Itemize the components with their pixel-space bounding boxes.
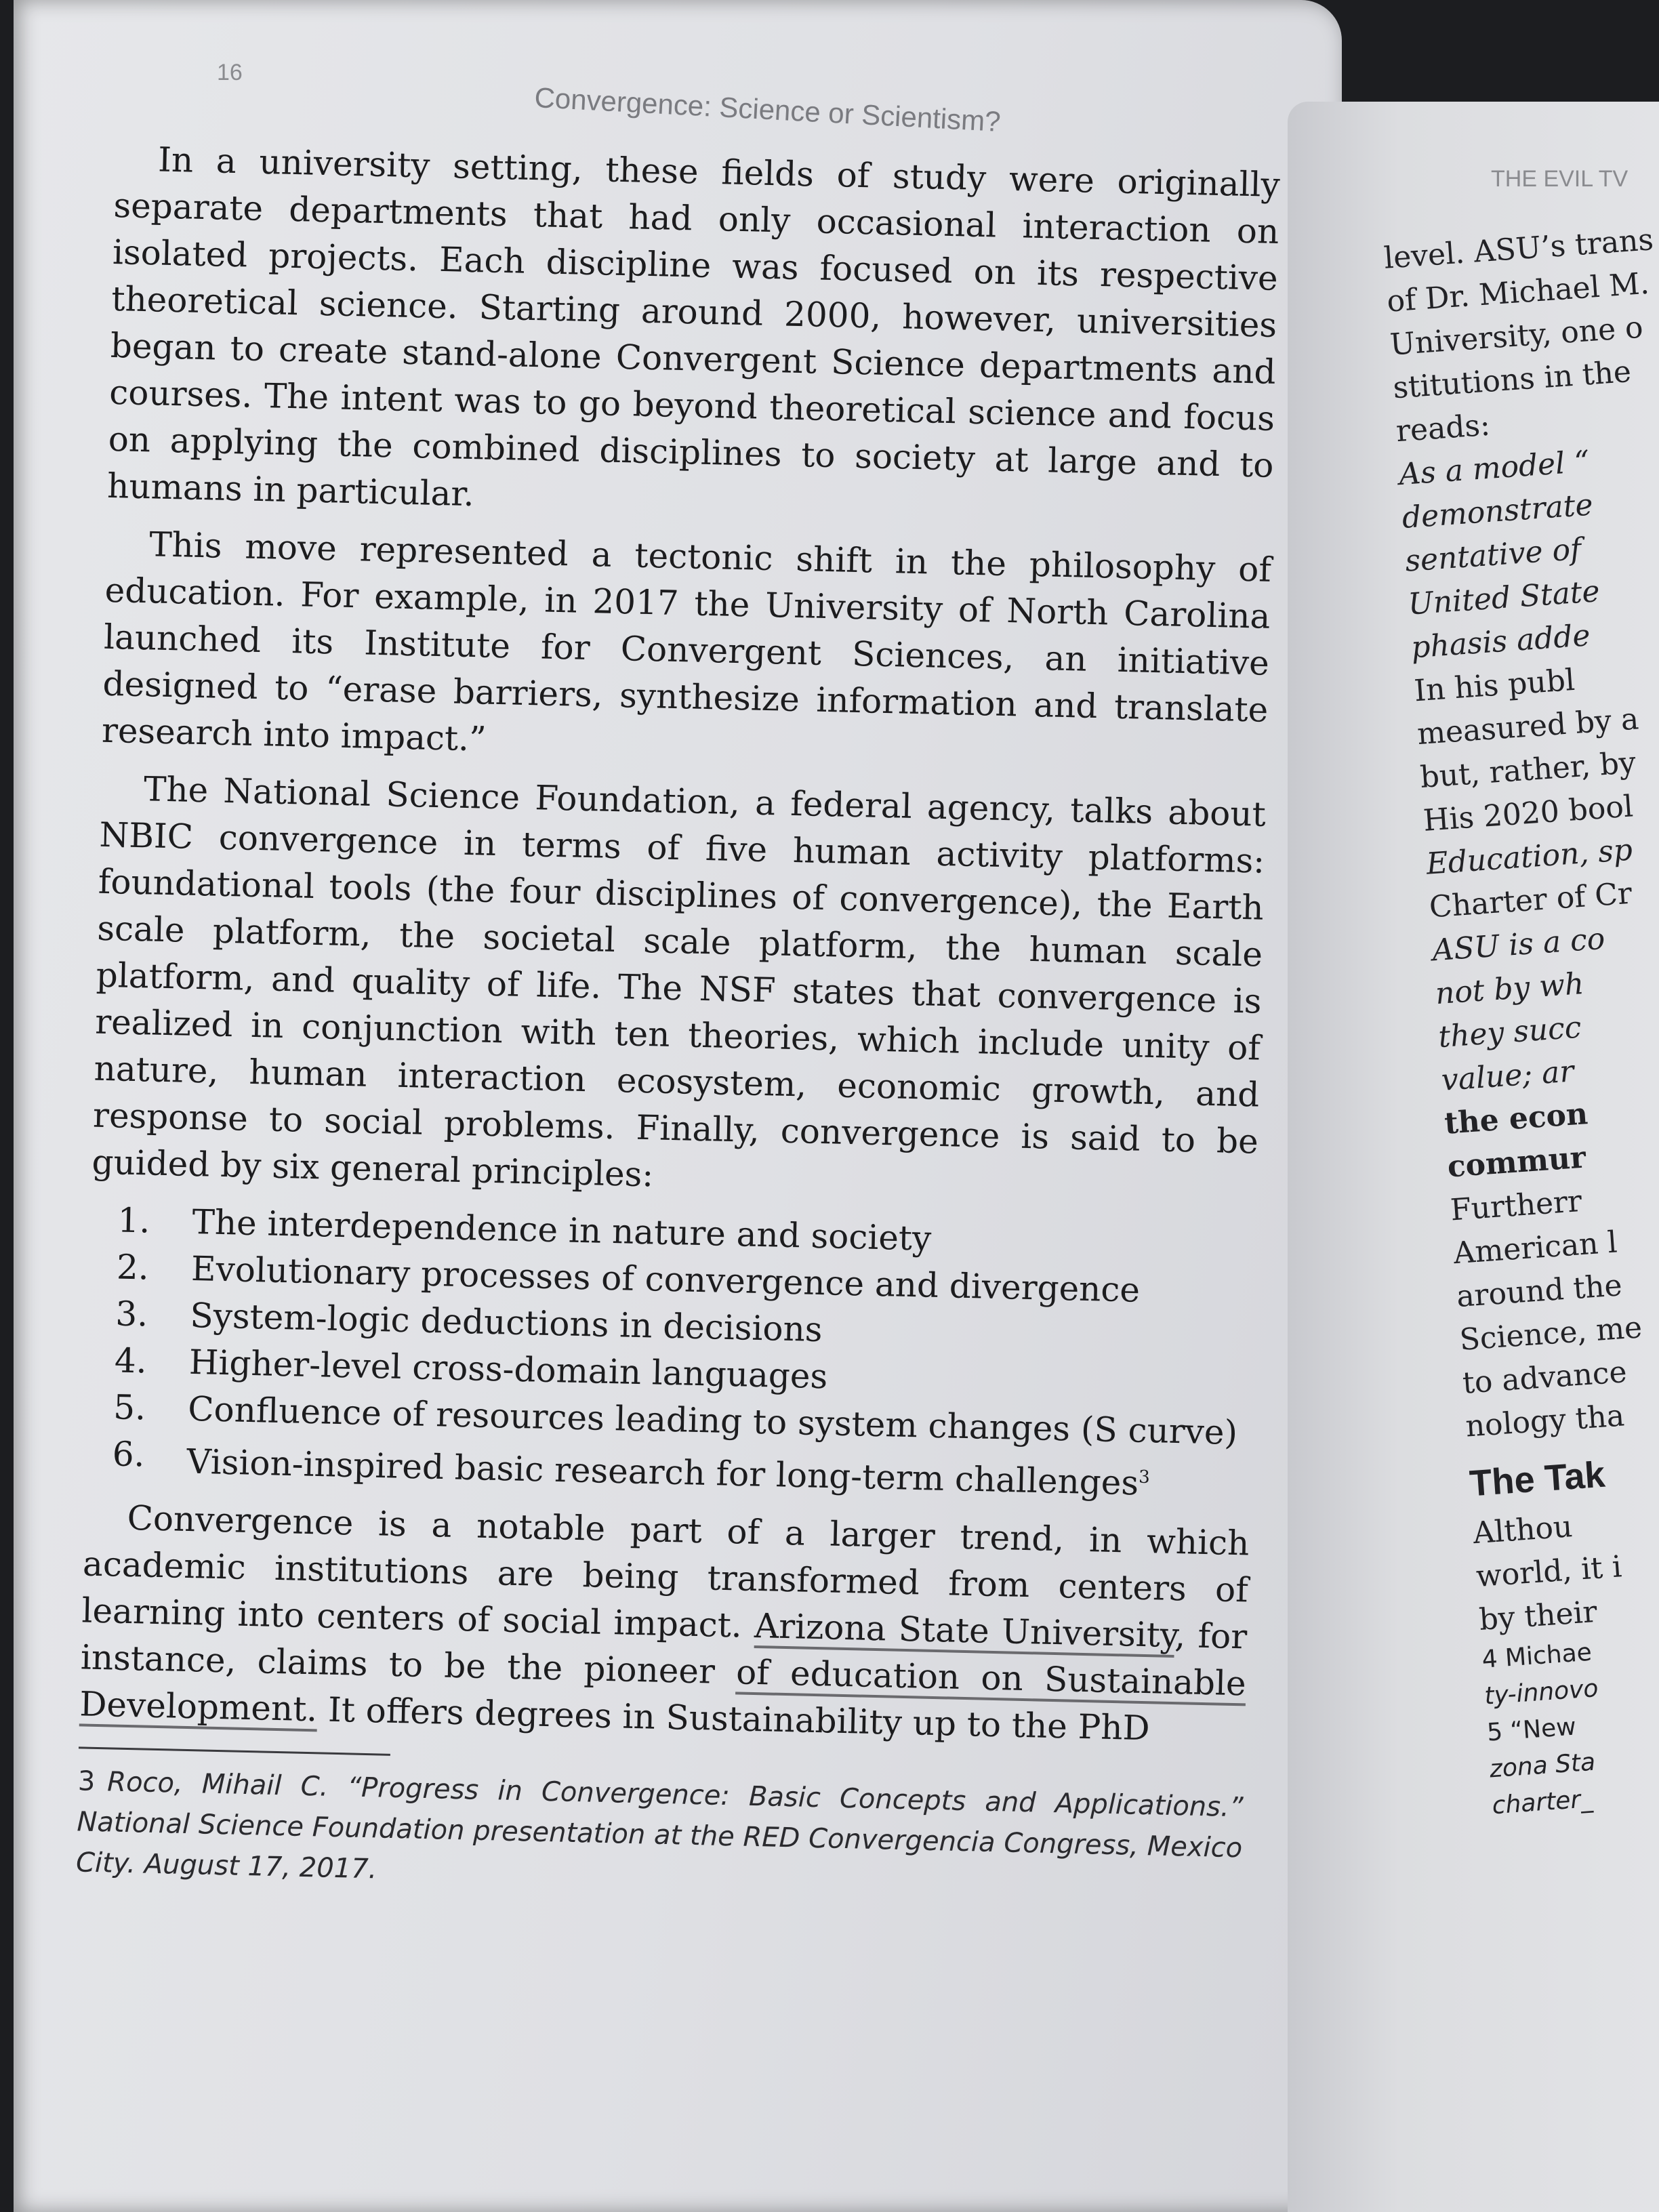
list-text: The interdependence in nature and society [192, 1202, 932, 1258]
footnote-number: 3 [77, 1765, 96, 1797]
principles-list [112, 1197, 1256, 1510]
right-page-line: around the [1455, 1268, 1624, 1315]
right-page-line: stitutions in the [1391, 354, 1633, 406]
right-page-line: 4 Michae [1481, 1638, 1593, 1674]
right-page-line: zona Sta [1488, 1748, 1597, 1784]
body-text [75, 136, 1280, 1920]
footnote-ref: 3 [1138, 1467, 1151, 1488]
right-page-line: measured by a [1416, 701, 1640, 752]
right-page-line: demonstrate [1401, 487, 1595, 535]
right-page-line: of Dr. Michael M. [1385, 266, 1651, 319]
right-page-line: Science, me [1458, 1310, 1643, 1357]
list-text: Higher-level cross-domain languages [188, 1342, 828, 1397]
right-page-line: United State [1407, 573, 1601, 622]
right-page-line: nology tha [1464, 1398, 1626, 1444]
list-number: 3. [115, 1294, 148, 1334]
list-text: Confluence of resources leading to system changes (S curve) [187, 1389, 1238, 1453]
paragraph: In a university setting, these fields of study were originally separate departments that had only occasional interaction on isolated projects. Each discipline was focused on its respective theoretical science. Starting around 2000, however, universities began to create stand-alone Convergent Science departments and courses. The intent was to go beyond theoretical science and focus on applying the combined disciplines to society at large and to humans in particular. [106, 140, 1281, 514]
right-page-line: ASU is a co [1431, 921, 1606, 968]
right-page-line: level. ASU’s trans [1382, 222, 1655, 276]
right-page-line: not by wh [1434, 966, 1585, 1012]
underlined-text: of education on Sustainable Development. [79, 1652, 1247, 1732]
list-number: 1. [117, 1200, 151, 1241]
right-page-line: sentative of [1404, 531, 1582, 579]
right-page-line: University, one o [1389, 310, 1645, 363]
list-number: 5. [112, 1387, 146, 1428]
paragraph: The National Science Foundation, a federal agency, talks about NBIC convergence in terms of five human activity platforms: foundational tools (the four disciplines of convergence), the Earth scale platform, the societal scale platform, the human scale platform, and quality of life. The NSF states that convergence is realized in conjunction with ten theories, which include unity of nature, human interaction ecosystem, economic growth, and response to social problems. Finally, convergence is said to be guided by six general principles: [91, 769, 1267, 1195]
paragraph: This move represented a tectonic shift in the philosophy of education. For example, in 2017 the University of North Carolina launched its Institute for Convergent Sciences, an initiative designed to “erase barriers, synthesize information and translate research into impact.” [101, 525, 1272, 759]
list-text-content: Vision-inspired basic research for long-term challenges [186, 1441, 1139, 1503]
list-number: 4. [114, 1340, 148, 1381]
right-page-line: ty-innovo [1483, 1675, 1599, 1711]
right-page-line: In his publ [1413, 662, 1576, 709]
right-page-line: 5 “New [1486, 1713, 1577, 1747]
right-page-line: charter_ [1491, 1785, 1594, 1820]
right-page-line: reads: [1395, 407, 1492, 449]
closing-text: It offers degrees in Sustainability up to the PhD [316, 1689, 1151, 1748]
list-text: System-logic deductions in decisions [189, 1295, 823, 1350]
right-page-line: but, rather, by [1418, 745, 1637, 795]
right-running-head: THE EVIL TV [1491, 166, 1629, 192]
left-page [14, 0, 1342, 2212]
closing-text: , for instance, claims to be the pioneer [80, 1615, 1248, 1692]
running-head: Convergence: Science or Scientism? [533, 81, 1002, 138]
closing-text: Convergence is a notable part of a larger trend, in which academic institutions are being transformed from centers of learning into centers of social impact. [81, 1498, 1250, 1645]
right-page-line: commur [1446, 1140, 1587, 1185]
right-page-line: the econ [1443, 1097, 1589, 1141]
right-page-line: they succ [1437, 1010, 1582, 1055]
page-number: 16 [217, 60, 243, 85]
right-page [1288, 102, 1659, 2212]
right-page-line: As a model “ [1397, 444, 1591, 493]
list-text: Evolutionary processes of convergence and divergence [190, 1248, 1141, 1310]
right-page-line: phasis adde [1410, 618, 1592, 665]
list-number: 2. [116, 1247, 150, 1288]
footnote [75, 1761, 1244, 1909]
right-page-line: Furtherr [1449, 1184, 1583, 1228]
right-page-line: Education, sp [1425, 832, 1634, 882]
right-page-line: world, it i [1475, 1549, 1623, 1595]
right-page-line: by their [1477, 1594, 1599, 1637]
right-page-line: Althou [1471, 1509, 1574, 1551]
right-page-line: The Tak [1468, 1454, 1607, 1504]
right-page-line: value; ar [1440, 1054, 1575, 1098]
list-number: 6. [112, 1434, 146, 1475]
right-page-line: Charter of Cr [1428, 876, 1633, 925]
right-page-line: American l [1452, 1225, 1618, 1271]
right-page-text [1382, 209, 1659, 1824]
footnote-text: Roco, Mihail C. “Progress in Convergence: Basic Concepts and Applications.” National Science Foundation presentation at the RED Convergencia Congress, Mexico City. August 17, 2017. [75, 1766, 1244, 1885]
right-page-line: to advance [1461, 1355, 1629, 1401]
right-page-line: His 2020 bool [1422, 789, 1635, 838]
footnote-divider [79, 1746, 390, 1755]
closing-paragraph [79, 1494, 1250, 1754]
underlined-text: Arizona State University [754, 1606, 1175, 1658]
